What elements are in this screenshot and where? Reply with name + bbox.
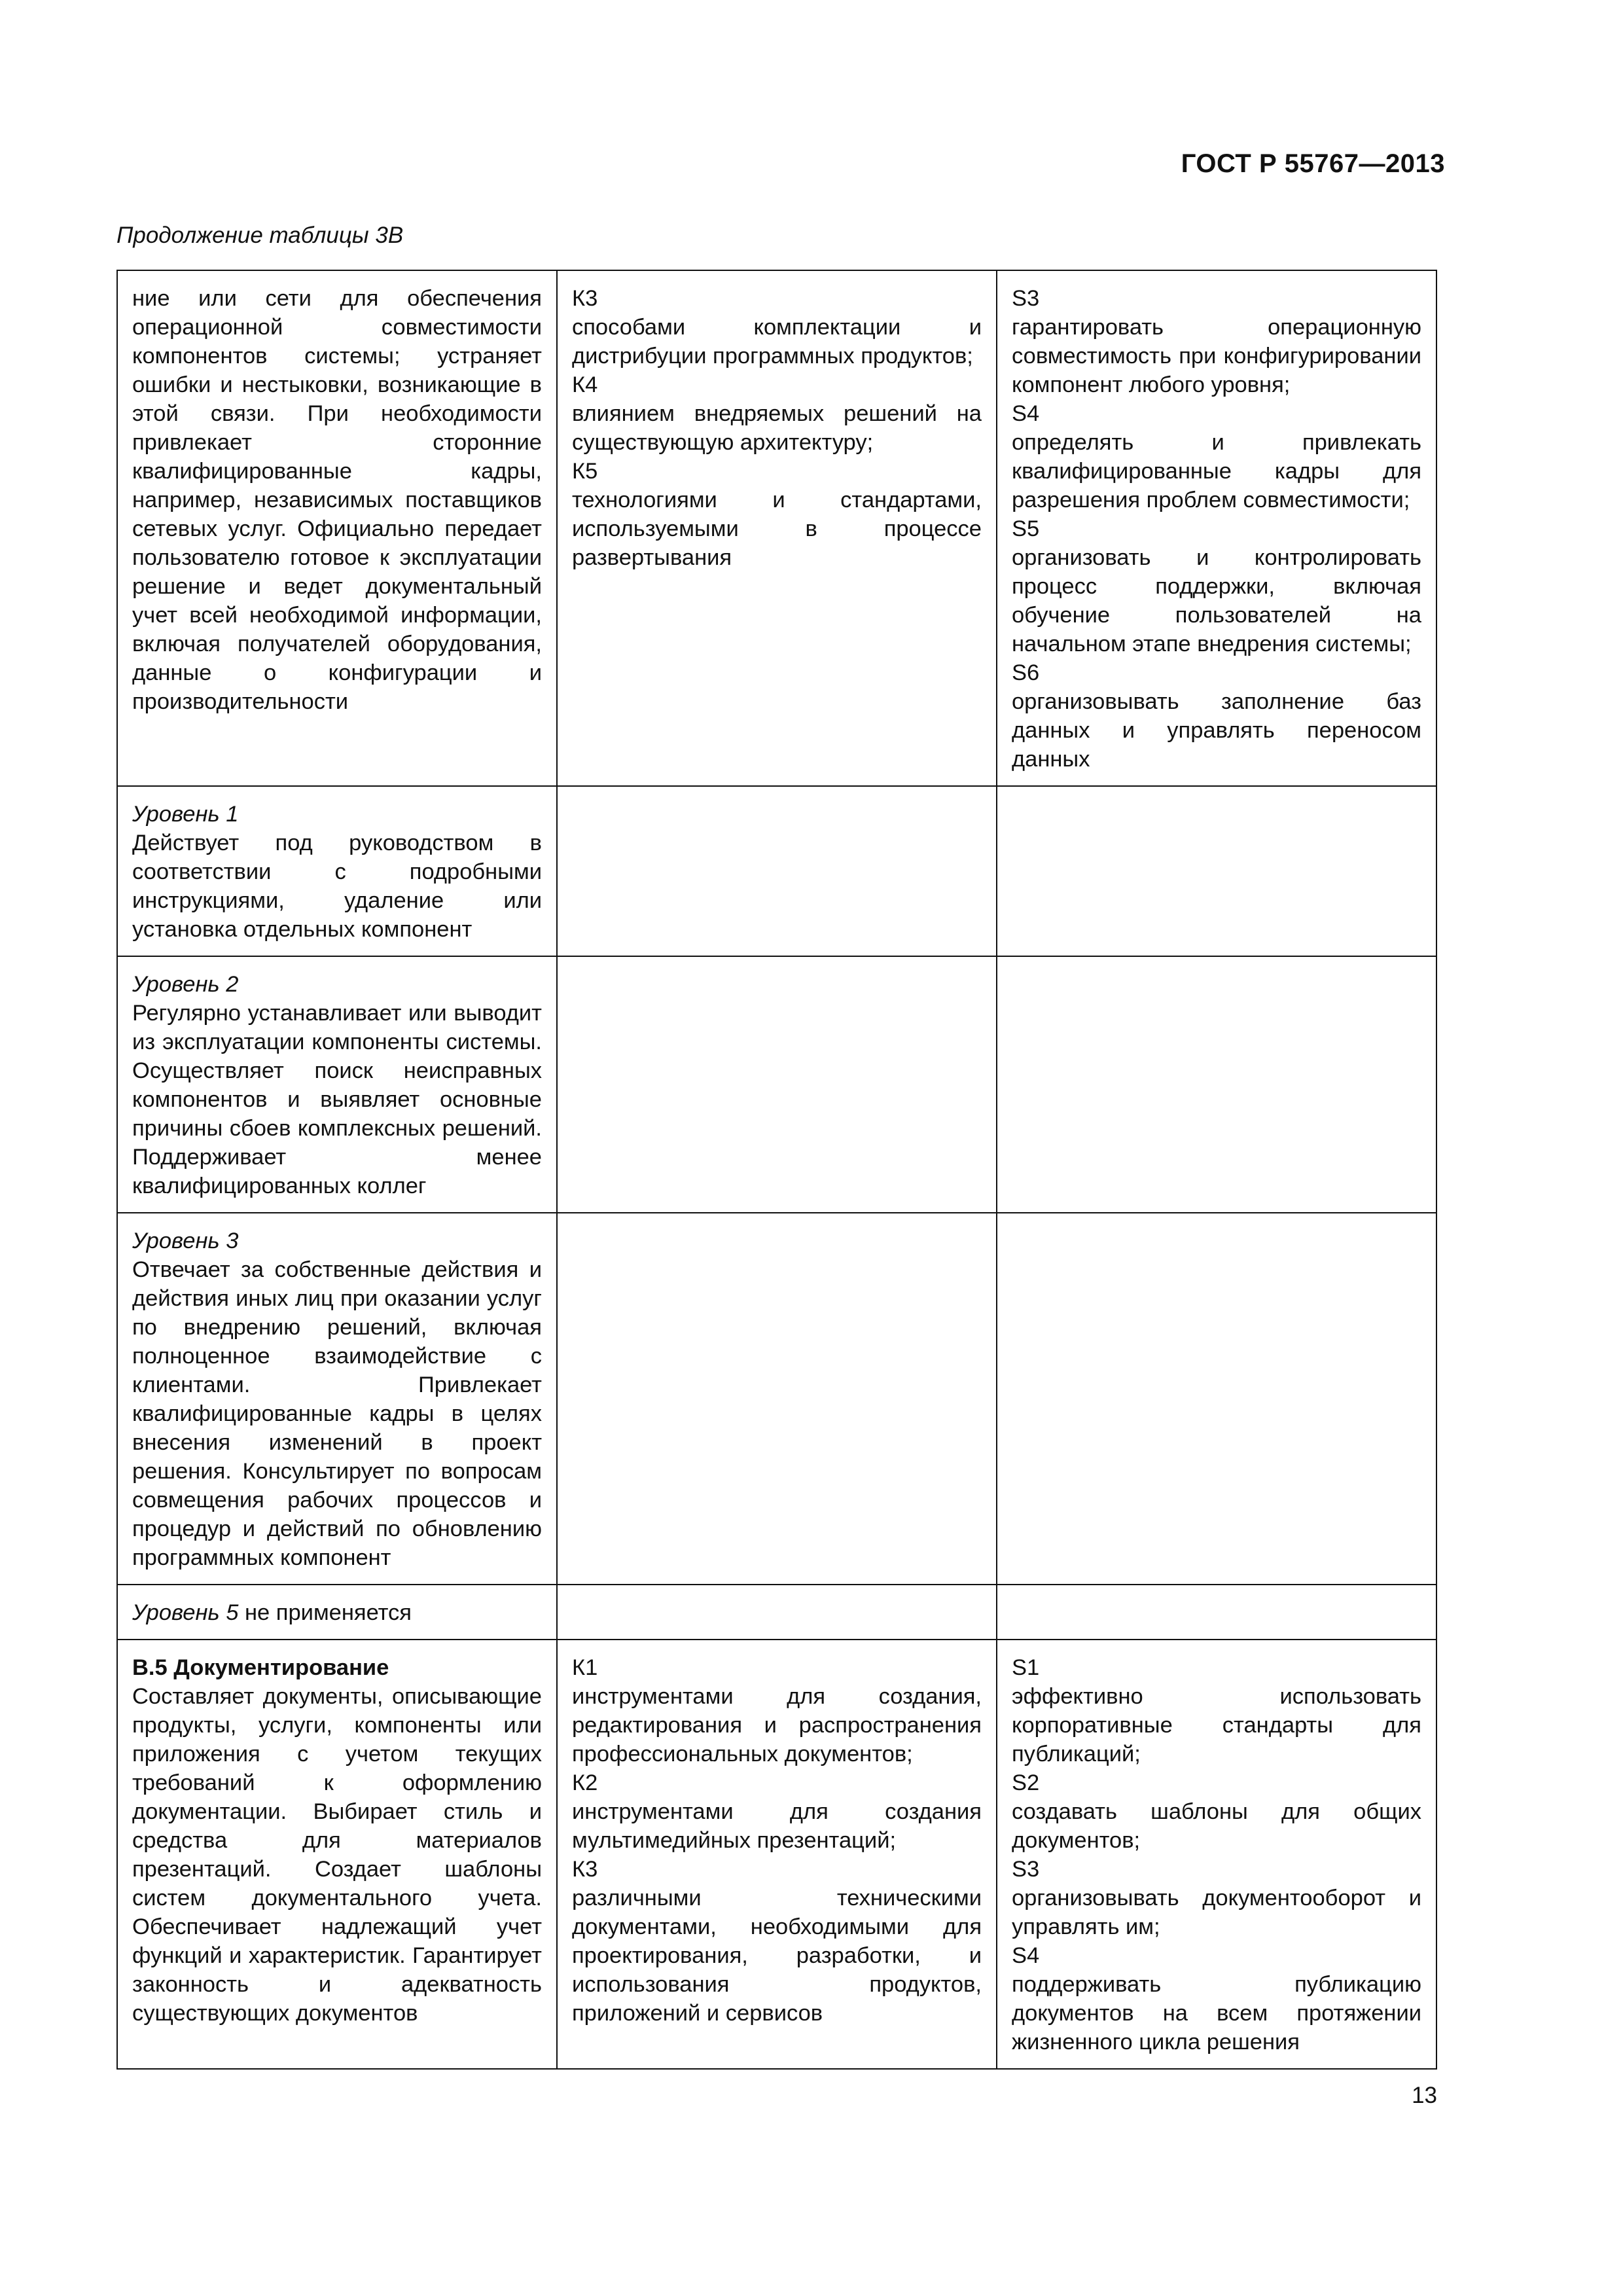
- level-cell: [117, 956, 557, 1213]
- skill-text: создавать шаблоны для общих документов;: [1012, 1799, 1421, 1853]
- knowledge-text: влиянием внедряемых решений на существующую архитектуру;: [572, 401, 982, 455]
- level-cell: [117, 786, 557, 956]
- section-text: Составляет документы, описывающие продукты, услуги, компоненты или приложения с учетом текущих требований к оформлению документации. Выбирает стиль и средства для материалов презентаций. Создает шаблоны систем документального учета. Обеспечивает надлежащий учет функций и характеристик. Гарантирует законность и адекватность существующих документов: [132, 1684, 542, 2026]
- skill-text: поддерживать публикацию документов на всем протяжении жизненного цикла решения: [1012, 1972, 1421, 2054]
- table-row: [117, 270, 1436, 786]
- level-text: Регулярно устанавливает или выводит из эксплуатации компоненты системы. Осуществляет поиск неисправных компонентов и выявляет основные причины сбоев комплексных решений. Поддерживает менее квалифицированных коллег: [132, 1001, 542, 1198]
- empty-cell: [557, 1585, 997, 1640]
- table-row: [117, 786, 1436, 956]
- section-cell: [117, 1640, 557, 2069]
- knowledge-text: инструментами для создания мультимедийных презентаций;: [572, 1799, 982, 1853]
- knowledge-code: К3: [572, 286, 598, 311]
- knowledge-code: К3: [572, 1857, 598, 1882]
- skill-text: эффективно использовать корпоративные стандарты для публикаций;: [1012, 1684, 1421, 1767]
- level-text: Действует под руководством в соответствии с подробными инструкциями, удаление или установка отдельных компонент: [132, 831, 542, 942]
- document-standard-header: ГОСТ Р 55767—2013: [1181, 149, 1445, 178]
- knowledge-cell: [557, 1640, 997, 2069]
- skill-text: определять и привлекать квалифицированные кадры для разрешения проблем совместимости;: [1012, 430, 1421, 512]
- skill-code: S2: [1012, 1770, 1040, 1795]
- empty-cell: [557, 786, 997, 956]
- knowledge-code: К5: [572, 459, 598, 484]
- skill-text: гарантировать операционную совместимость при конфигурировании компонент любого уровня;: [1012, 315, 1421, 397]
- empty-cell: [997, 1213, 1436, 1585]
- level-label: Уровень 5: [132, 1600, 239, 1625]
- knowledge-text: различными техническими документами, необходимыми для проектирования, разработки, и использования продуктов, приложений и сервисов: [572, 1886, 982, 2026]
- empty-cell: [997, 786, 1436, 956]
- skills-cell: [997, 270, 1436, 786]
- skill-code: S6: [1012, 660, 1040, 685]
- skills-cell: [997, 1640, 1436, 2069]
- level-text: не применяется: [238, 1600, 412, 1625]
- level-text: Отвечает за собственные действия и действия иных лиц при оказании услуг по внедрению решений, включая полноценное взаимодействие с клиентами. Привлекает квалифицированные кадры в целях внесения изменений в проект решения. Консультирует по вопросам совмещения рабочих процессов и процедур и действий по обновлению программных компонент: [132, 1257, 542, 1570]
- skill-code: S3: [1012, 1857, 1040, 1882]
- knowledge-text: инструментами для создания, редактирования и распространения профессиональных документов;: [572, 1684, 982, 1767]
- page-number: 13: [1412, 2083, 1437, 2108]
- knowledge-text: способами комплектации и дистрибуции программных продуктов;: [572, 315, 982, 368]
- empty-cell: [557, 1213, 997, 1585]
- skill-code: S1: [1012, 1655, 1040, 1680]
- description-cell: [117, 270, 557, 786]
- empty-cell: [557, 956, 997, 1213]
- knowledge-code: К2: [572, 1770, 598, 1795]
- skill-text: организовать и контролировать процесс поддержки, включая обучение пользователей на начальном этапе внедрения системы;: [1012, 545, 1421, 656]
- knowledge-code: К4: [572, 372, 598, 397]
- table-row: [117, 956, 1436, 1213]
- empty-cell: [997, 1585, 1436, 1640]
- level-cell: [117, 1585, 557, 1640]
- table-caption: Продолжение таблицы 3В: [116, 223, 404, 248]
- level-label: Уровень 3: [132, 1229, 239, 1253]
- table-row: [117, 1640, 1436, 2069]
- level-label: Уровень 2: [132, 972, 239, 997]
- skill-code: S4: [1012, 401, 1040, 426]
- skill-code: S3: [1012, 286, 1040, 311]
- knowledge-cell: [557, 270, 997, 786]
- skill-text: организовывать заполнение баз данных и управлять переносом данных: [1012, 689, 1421, 772]
- description-text: ние или сети для обеспечения операционной совместимости компонентов системы; устраняет ошибки и нестыковки, возникающие в этой связи. При необходимости привлекает сторонние квалифицированные кадры, например, независимых поставщиков сетевых услуг. Официально передает пользователю готовое к эксплуатации решение и ведет документальный учет всей необходимой информации, включая получателей оборудования, данные о конфигурации и производительности: [132, 286, 542, 714]
- table-row: [117, 1585, 1436, 1640]
- skill-code: S4: [1012, 1943, 1040, 1968]
- knowledge-code: К1: [572, 1655, 598, 1680]
- level-cell: [117, 1213, 557, 1585]
- empty-cell: [997, 956, 1436, 1213]
- skill-code: S5: [1012, 516, 1040, 541]
- competence-table: [116, 270, 1437, 2070]
- skill-text: организовывать документооборот и управлять им;: [1012, 1886, 1421, 1939]
- level-label: Уровень 1: [132, 802, 239, 827]
- table-row: [117, 1213, 1436, 1585]
- section-title: В.5 Документирование: [132, 1655, 389, 1680]
- knowledge-text: технологиями и стандартами, используемыми в процессе развертывания: [572, 488, 982, 570]
